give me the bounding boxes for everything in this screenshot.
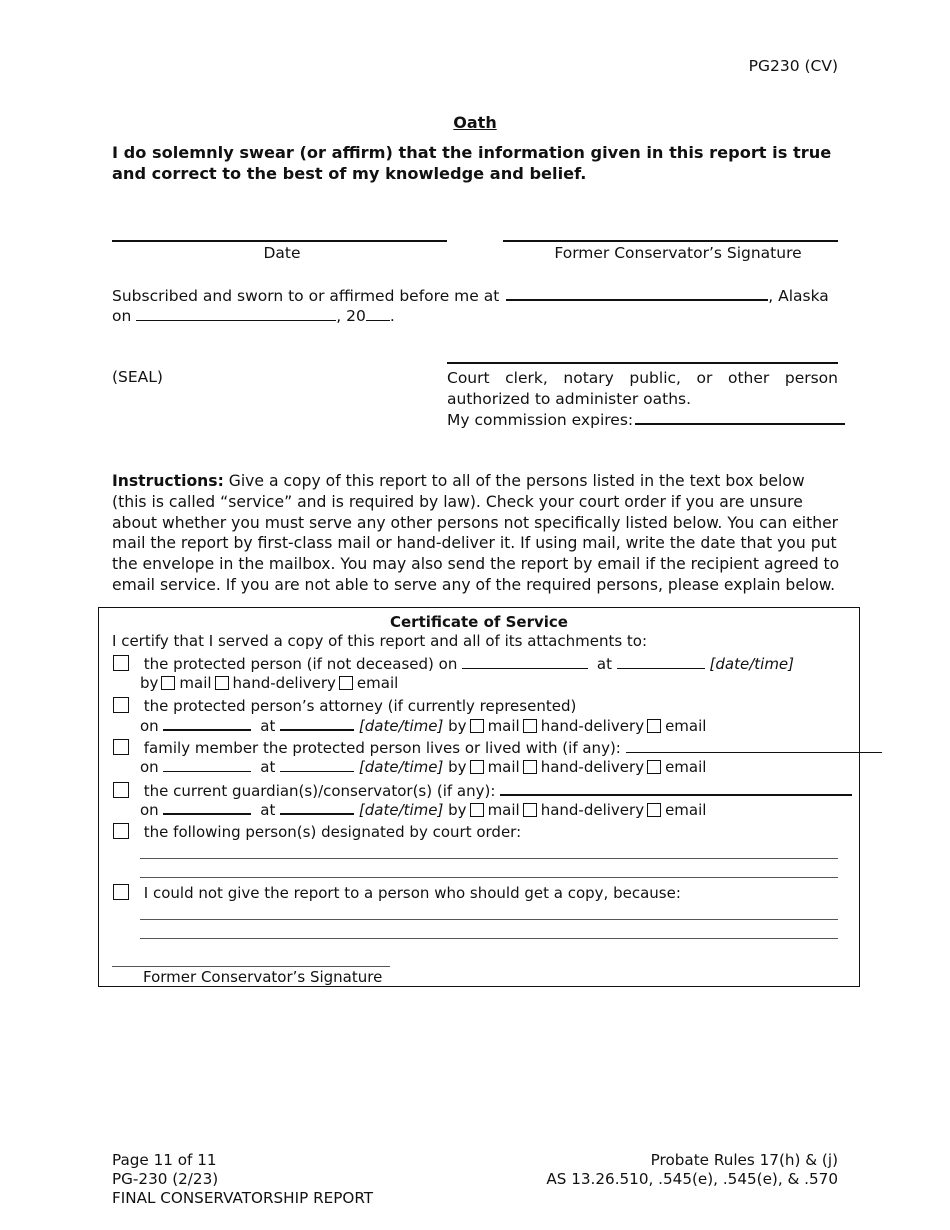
- could-not-serve-checkbox[interactable]: [113, 884, 129, 900]
- protected-person-checkbox[interactable]: [113, 655, 129, 671]
- row2-email: email: [665, 717, 707, 735]
- row1-hand-checkbox[interactable]: [215, 676, 229, 690]
- row2-label: the protected person’s attorney (if currently represented): [143, 697, 577, 715]
- row3-date-field[interactable]: [163, 758, 251, 772]
- row1-datetime-label: [date/time]: [709, 655, 795, 673]
- row4-by: by: [448, 801, 467, 819]
- service-row-family-member: [110, 739, 882, 757]
- sworn-on: on: [112, 307, 132, 325]
- row1-method: [140, 674, 398, 692]
- oath-statement: I do solemnly swear (or affirm) that the information given in this report is true and correct to the best of my knowledge and belief.: [112, 143, 832, 183]
- row3-mail: mail: [487, 758, 520, 776]
- certificate-intro: I certify that I served a copy of this report and all of its attachments to:: [112, 632, 648, 650]
- instructions-lead: Instructions:: [112, 472, 224, 490]
- row5-line-2[interactable]: [140, 877, 838, 878]
- row4-hand-checkbox[interactable]: [523, 803, 537, 817]
- row2-hand-checkbox[interactable]: [523, 719, 537, 733]
- service-row-attorney: [110, 697, 576, 715]
- guardian-checkbox[interactable]: [113, 782, 129, 798]
- row1-mail: mail: [179, 674, 212, 692]
- certificate-signature-line[interactable]: [112, 966, 390, 967]
- sworn-year-field[interactable]: [366, 307, 390, 321]
- row4-name-field[interactable]: [500, 781, 852, 796]
- row3-hand: hand-delivery: [540, 758, 645, 776]
- row6-line-1[interactable]: [140, 919, 838, 920]
- row4-mail: mail: [487, 801, 520, 819]
- row2-by: by: [448, 717, 467, 735]
- footer-left: [112, 1151, 373, 1208]
- row2-on: on: [140, 717, 159, 735]
- row3-datetime-label: [date/time]: [358, 758, 444, 776]
- row1-date-field[interactable]: [462, 655, 588, 669]
- row3-details: [140, 758, 706, 776]
- row3-at: at: [260, 758, 276, 776]
- sworn-prefix: Subscribed and sworn to or affirmed before me at: [112, 287, 500, 305]
- row4-details: [140, 800, 706, 819]
- footer-statutes: AS 13.26.510, .545(e), .545(e), & .570: [546, 1170, 838, 1188]
- certificate-box: [98, 607, 860, 987]
- row5-line-1[interactable]: [140, 858, 838, 859]
- location-field[interactable]: [506, 286, 768, 301]
- commission-row: [447, 410, 845, 429]
- signature-line[interactable]: [503, 240, 838, 242]
- row3-label: family member the protected person lives or lived with (if any):: [143, 739, 621, 757]
- service-row-court-designated: [110, 823, 521, 841]
- row4-email: email: [665, 801, 707, 819]
- instructions: [112, 471, 840, 596]
- row5-label: the following person(s) designated by court order:: [143, 823, 522, 841]
- service-row-guardian: [110, 781, 852, 800]
- row4-at: at: [260, 801, 276, 819]
- row1-hand: hand-delivery: [232, 674, 336, 692]
- row2-email-checkbox[interactable]: [647, 719, 661, 733]
- row3-email-checkbox[interactable]: [647, 760, 661, 774]
- footer-form-name: FINAL CONSERVATORSHIP REPORT: [112, 1189, 374, 1207]
- commission-field[interactable]: [635, 410, 845, 425]
- row1-email-checkbox[interactable]: [339, 676, 353, 690]
- row6-line-2[interactable]: [140, 938, 838, 939]
- footer-right: [546, 1151, 838, 1189]
- signature-label: Former Conservator’s Signature: [554, 244, 802, 262]
- footer-rules: Probate Rules 17(h) & (j): [650, 1151, 838, 1169]
- attorney-checkbox[interactable]: [113, 697, 129, 713]
- footer-form: PG-230 (2/23): [112, 1170, 219, 1188]
- date-label: Date: [263, 244, 301, 262]
- official-signature-line[interactable]: [447, 362, 838, 364]
- row3-time-field[interactable]: [280, 758, 354, 772]
- service-row-protected-person: [110, 655, 794, 673]
- row3-by: by: [448, 758, 467, 776]
- row1-email: email: [356, 674, 399, 692]
- row3-email: email: [665, 758, 707, 776]
- row2-hand: hand-delivery: [540, 717, 645, 735]
- row1-label: the protected person (if not deceased) on: [143, 655, 458, 673]
- row2-mail: mail: [487, 717, 520, 735]
- instructions-text: Give a copy of this report to all of the persons listed in the text box below (this is called “service” and is required by law). Check your court order if you are unsure about whether you must serve any other persons not specifically listed below. You can either mail the report by first-class mail or hand-deliver it. If using mail, write the date that you put the envelope in the mailbox. You may also send the report by email if the recipient agreed to email service. If you are not able to serve any of the required persons, please explain below.: [112, 472, 840, 594]
- seal-label: (SEAL): [112, 368, 163, 386]
- row3-on: on: [140, 758, 159, 776]
- form-code: PG230 (CV): [748, 57, 838, 75]
- row2-details: [140, 716, 706, 735]
- certificate-signature-label: Former Conservator’s Signature: [143, 968, 383, 986]
- row1-time-field[interactable]: [617, 655, 705, 669]
- row2-time-field[interactable]: [280, 716, 354, 731]
- row1-mail-checkbox[interactable]: [161, 676, 175, 690]
- row2-datetime-label: [date/time]: [358, 717, 444, 735]
- row2-mail-checkbox[interactable]: [470, 719, 484, 733]
- sworn-suffix: , Alaska: [768, 287, 829, 305]
- row2-date-field[interactable]: [163, 716, 251, 731]
- row2-at: at: [260, 717, 276, 735]
- official-title: Court clerk, notary public, or other person authorized to administer oaths.: [447, 369, 838, 408]
- court-designated-checkbox[interactable]: [113, 823, 129, 839]
- row4-mail-checkbox[interactable]: [470, 803, 484, 817]
- row4-hand: hand-delivery: [540, 801, 645, 819]
- family-member-checkbox[interactable]: [113, 739, 129, 755]
- row3-hand-checkbox[interactable]: [523, 760, 537, 774]
- row4-time-field[interactable]: [280, 800, 354, 815]
- commission-label: My commission expires:: [447, 411, 634, 429]
- row6-label: I could not give the report to a person who should get a copy, because:: [143, 884, 681, 902]
- row1-by: by: [140, 674, 159, 692]
- row3-mail-checkbox[interactable]: [470, 760, 484, 774]
- row4-label: the current guardian(s)/conservator(s) (if any):: [143, 782, 496, 800]
- row4-datetime-label: [date/time]: [358, 801, 444, 819]
- row3-name-field[interactable]: [626, 739, 882, 753]
- sworn-year: , 20: [336, 307, 366, 325]
- row1-at: at: [596, 655, 612, 673]
- sworn-period: .: [389, 307, 395, 325]
- row4-on: on: [140, 801, 159, 819]
- sworn-date-field[interactable]: [136, 307, 336, 321]
- row4-email-checkbox[interactable]: [647, 803, 661, 817]
- sworn-line-1: [112, 286, 829, 305]
- row4-date-field[interactable]: [163, 800, 251, 815]
- service-row-could-not-serve: [110, 884, 681, 902]
- oath-title: Oath: [453, 113, 497, 132]
- date-line[interactable]: [112, 240, 447, 242]
- sworn-line-2: [112, 307, 395, 325]
- certificate-title: Certificate of Service: [389, 613, 568, 631]
- footer-page: Page 11 of 11: [112, 1151, 217, 1169]
